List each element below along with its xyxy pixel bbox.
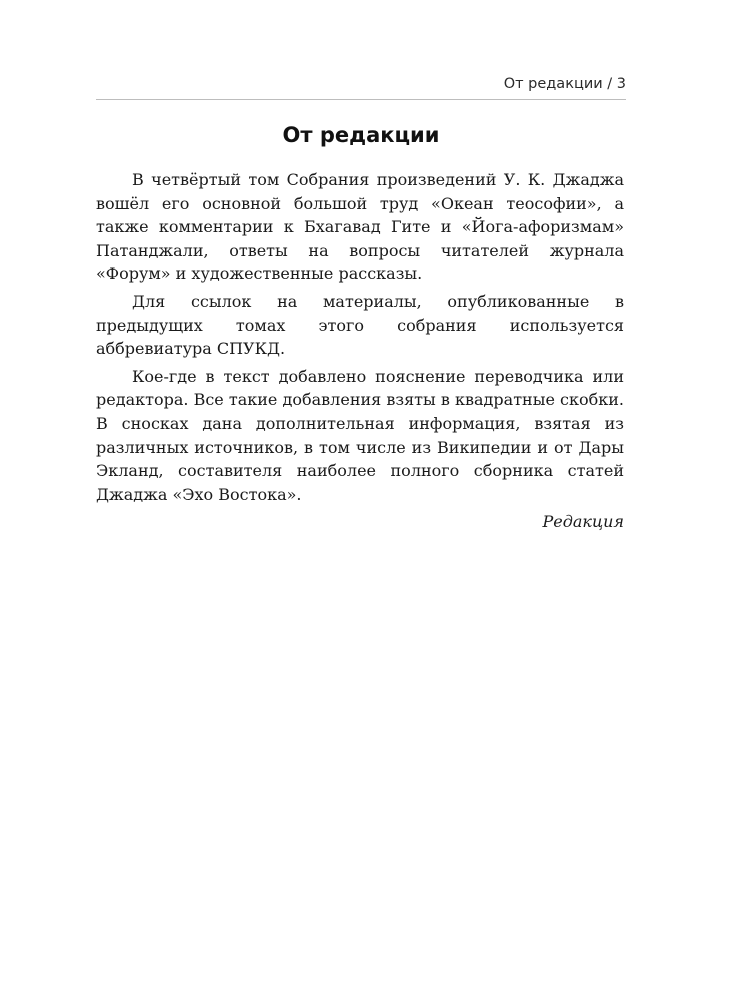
body-text <box>96 168 624 534</box>
paragraph-3: Кое-где в текст добавлено пояснение переводчика или редактора. Все такие добавления взяты в квадратные скобки. В сносках дана дополнительная информация, взятая из различных источников, в том числе из Википедии и от Дары Экланд, составителя наиболее полного сборника статей Джаджа «Эхо Востока». <box>96 366 624 504</box>
page-title: От редакции <box>282 123 440 147</box>
running-header <box>96 76 626 100</box>
paragraph-1: В четвёртый том Собрания произведений У. К. Джаджа вошёл его основной большой труд «Океан теософии», а также комментарии к Бхагавад Гите и «Йога-афоризмам» Патанджали, ответы на вопросы читателей журнала «Форум» и художественные рассказы. <box>96 170 624 284</box>
running-header-text: От редакции / 3 <box>503 76 626 92</box>
signature: Редакция <box>542 512 624 532</box>
paragraph-2: Для ссылок на материалы, опубликованные в предыдущих томах этого собрания используется аббревиатура СПУКД. <box>96 291 624 359</box>
